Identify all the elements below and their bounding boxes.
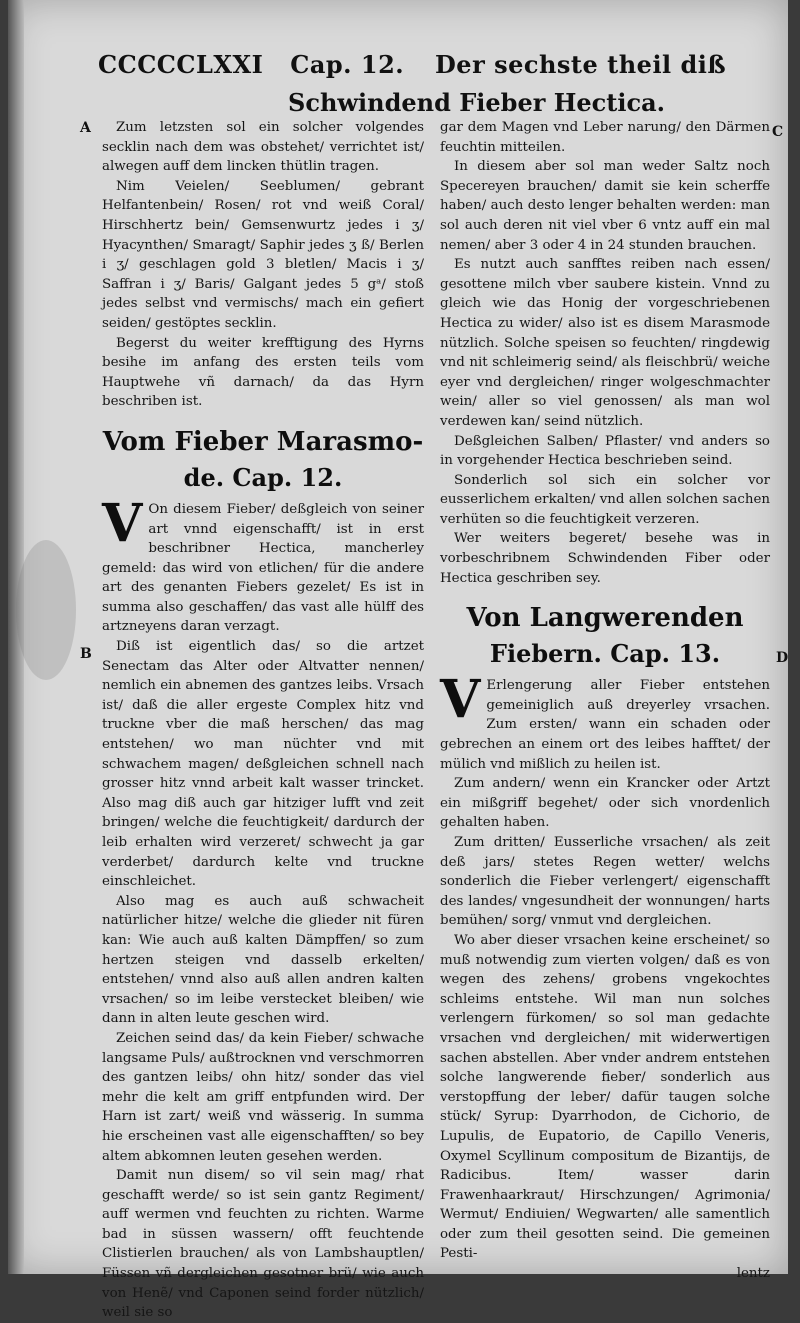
- paragraph: Zum andern/ wenn ein Krancker oder Artzt ein mißgriff begehet/ oder sich vnordenlich gehalten haben.: [440, 776, 770, 831]
- drop-initial: V: [102, 492, 143, 554]
- chapter-title-line1: Vom Fieber Marasmo-: [102, 426, 424, 457]
- paragraph-text: Erlengerung aller Fieber entstehen gemeiniglich auß dreyerley vrsachen. Zum ersten/ wann ein schaden oder gebrechen an einem ort des leibes hafftet/ der mülich vnd mißlich zu heilen ist.: [440, 678, 770, 772]
- paragraph: Es nutzt auch sanfftes reiben nach essen/ gesottene milch vber saubere kistein. Vnnd zu gleich wie das Honig der vorgeschriebenen Hectica zu wider/ also ist es disem Marasmode nützlich. Solche speisen so feuchten/ ringdewig vnd nit schleimerig seind/ als fleischbrü/ weiche eyer vnd dergleichen/ ringer wolgeschmachter wein/ aller so viel genossen/ als man wol verdewen kan/ seind nützlich.: [440, 257, 770, 429]
- header-chapter: Cap. 12.: [290, 50, 405, 79]
- margin-letter-a: A: [80, 120, 91, 136]
- paragraph: Also mag es auch auß schwacheit natürlicher hitze/ welche die glieder nit füren kan: Wie auch auß kalten Dämpffen/ so zum hertzen steigen vnd dasselb erkelten/ entstehen/ vnnd also auß allen andren kalten vrsachen/ so im leibe verstecket bleiben/ wie dann in alten leute geschen wird.: [102, 893, 424, 1027]
- paragraph: Zum dritten/ Eusserliche vrsachen/ als zeit deß jars/ stetes Regen wetter/ welchs sonderlich die Fieber verlengert/ eigenschafft des landes/ vngesundheit der wonnungen/ harts bemühen/ sorg/ vnmut vnd dergleichen.: [440, 835, 770, 929]
- paragraph-text: On diesem Fieber/ deßgleich von seiner art vnnd eigenschafft/ ist in erst beschribner Hectica, mancherley gemeld: das wird von etlichen/ für die andere art des genanten Fiebers gezelet/ Es ist in summa also geschaffen/ das vast alle hülff des artzneyens daran verzagt.: [102, 501, 424, 635]
- left-column: [102, 118, 424, 1323]
- right-column: [440, 118, 770, 1284]
- running-subtitle: Schwindend Fieber Hectica.: [288, 88, 666, 117]
- paragraph-with-initial: [440, 669, 770, 774]
- paragraph: Begerst du weiter krefftigung des Hyrns besihe im anfang des ersten teils vom Hauptwehe vñ darnach/ da das Hyrn beschriben ist.: [102, 335, 424, 410]
- paragraph: Damit nun disem/ so vil sein mag/ rhat geschafft werde/ so ist sein gantz Regiment/ auff wermen vnd feuchten zu richten. Warme bad in süssen wassern/ offt feuchtende Clistierlen brauchen/ als von Lambshauptlen/ Füssen vñ dergleichen gesotner brü/ wie auch von Henẽ/ vnd Caponen seind forder nützlich/ weil sie so: [102, 1168, 424, 1321]
- paragraph: Wo aber dieser vrsachen keine erscheinet/ so muß notwendig zum vierten volgen/ daß es von wegen des zehens/ grobens vngekochtes schleims entstehe. Wil man nun solches verlengern fürkomen/ so sol man gedachte vrsachen vnd dergleichen/ mit widerwertigen sachen abstellen. Aber vnder andrem entstehen solche langwerende fieber/ sonderlich aus verstopffung der leber/ dafür taugen solche stück/ Syrup: Dyarrhodon, de Cichorio, de Lupulis, de Eupatorio, de Capillo Veneris, Oxymel Scyllinum compositum de Bizantijs, de Radicibus. Item/ wasser darin Frawenhaarkraut/ Hirschzungen/ Agrimonia/ Wermut/ Endiuien/ Wegwarten/ alle samentlich oder zum theil gesotten seind. Die gemeinen Pesti-: [440, 932, 770, 1262]
- paragraph: Zeichen seind das/ da kein Fieber/ schwache langsame Puls/ außtrocknen vnd verschmorren des gantzen leibs/ ohn hitz/ sonder das viel mehr die kelt am griff entpfunden wird. Der Harn ist zart/ weiß vnd wässerig. In summa hie erscheinen vast alle eigenschafften/ so bey altem abkomnen leuten gesehen werden.: [102, 1030, 424, 1164]
- book-page: [8, 0, 789, 1321]
- paragraph: Zum letzsten sol ein solcher volgendes secklin nach dem was obstehet/ verrichtet ist/ alwegen auff dem lincken thütlin tragen.: [102, 120, 424, 175]
- drop-initial: V: [440, 669, 481, 731]
- chapter-title-line1: Von Langwerenden: [466, 603, 744, 634]
- paragraph: gar dem Magen vnd Leber narung/ den Därmen feuchtin mitteilen.: [440, 120, 770, 155]
- paragraph: Diß ist eigentlich das/ so die artzet Senectam das Alter oder Altvatter nennen/ nemlich ein abnemen des gantzes leibs. Vrsach ist/ daß die aller ergeste Complex hitz vnd truckne vber die maß herschen/ das mag entstehen/ wo man nüchter vnd mit schwachem magen/ deßgleichen schnell nach grosser hitz vnnd arbeit kalt wasser trincket. Also mag diß auch gar hitziger lufft vnd zeit bringen/ welche die feuchtigkeit/ dardurch der leib erhalten wird verzeret/ schwecht ja gar verderbet/ dardurch kelte vnd truckne einschleichet.: [102, 639, 424, 890]
- margin-letter-b: B: [80, 646, 92, 662]
- folio-number: CCCCCLXXI: [98, 50, 264, 79]
- paragraph: Wer weiters begeret/ besehe was in vorbeschribnem Schwindenden Fiber oder Hectica geschriben sey.: [440, 531, 770, 586]
- running-header: [98, 50, 778, 79]
- chapter-title-line2: Fiebern. Cap. 13.: [489, 639, 721, 669]
- margin-letter-d: D: [776, 650, 789, 666]
- margin-letter-c: C: [772, 124, 784, 140]
- paragraph: Deßgleichen Salben/ Pflaster/ vnd anders so in vorgehender Hectica beschrieben seind.: [440, 433, 770, 469]
- paragraph: Sonderlich sol sich ein solcher vor eusserlichem erkalten/ vnd allen solchen sachen verhüten so die feuchtigkeit verzeren.: [440, 472, 770, 527]
- paragraph-with-initial: [102, 492, 424, 637]
- catchword: lentz: [736, 1266, 770, 1282]
- chapter-title-line2: de. Cap. 12.: [183, 462, 343, 492]
- running-title: Der sechste theil diß: [434, 50, 727, 79]
- paragraph: In diesem aber sol man weder Saltz noch Specereyen brauchen/ damit sie kein scherffe haben/ auch desto lenger behalten werden: man sol auch deren nit viel vber 6 vntz auff ein mal nemen/ aber 3 oder 4 in 24 stunden brauchen.: [440, 159, 770, 253]
- paper-stain: [16, 540, 76, 680]
- paragraph: Nim Veielen/ Seeblumen/ gebrant Helfantenbein/ Rosen/ rot vnd weiß Coral/ Hirschhertz bein/ Gemsenwurtz jedes i ʒ/ Hyacynthen/ Smaragt/ Saphir jedes ʒ ß/ Berlen i ʒ/ geschlagen gold 3 bletlen/ Macis i ʒ/ Saffran i ʒ/ Baris/ Galgant jedes 5 gᵃ/ stoß jedes selbst vnd vermischs/ mach ein gefiert seiden/ gestöptes secklin.: [102, 178, 424, 331]
